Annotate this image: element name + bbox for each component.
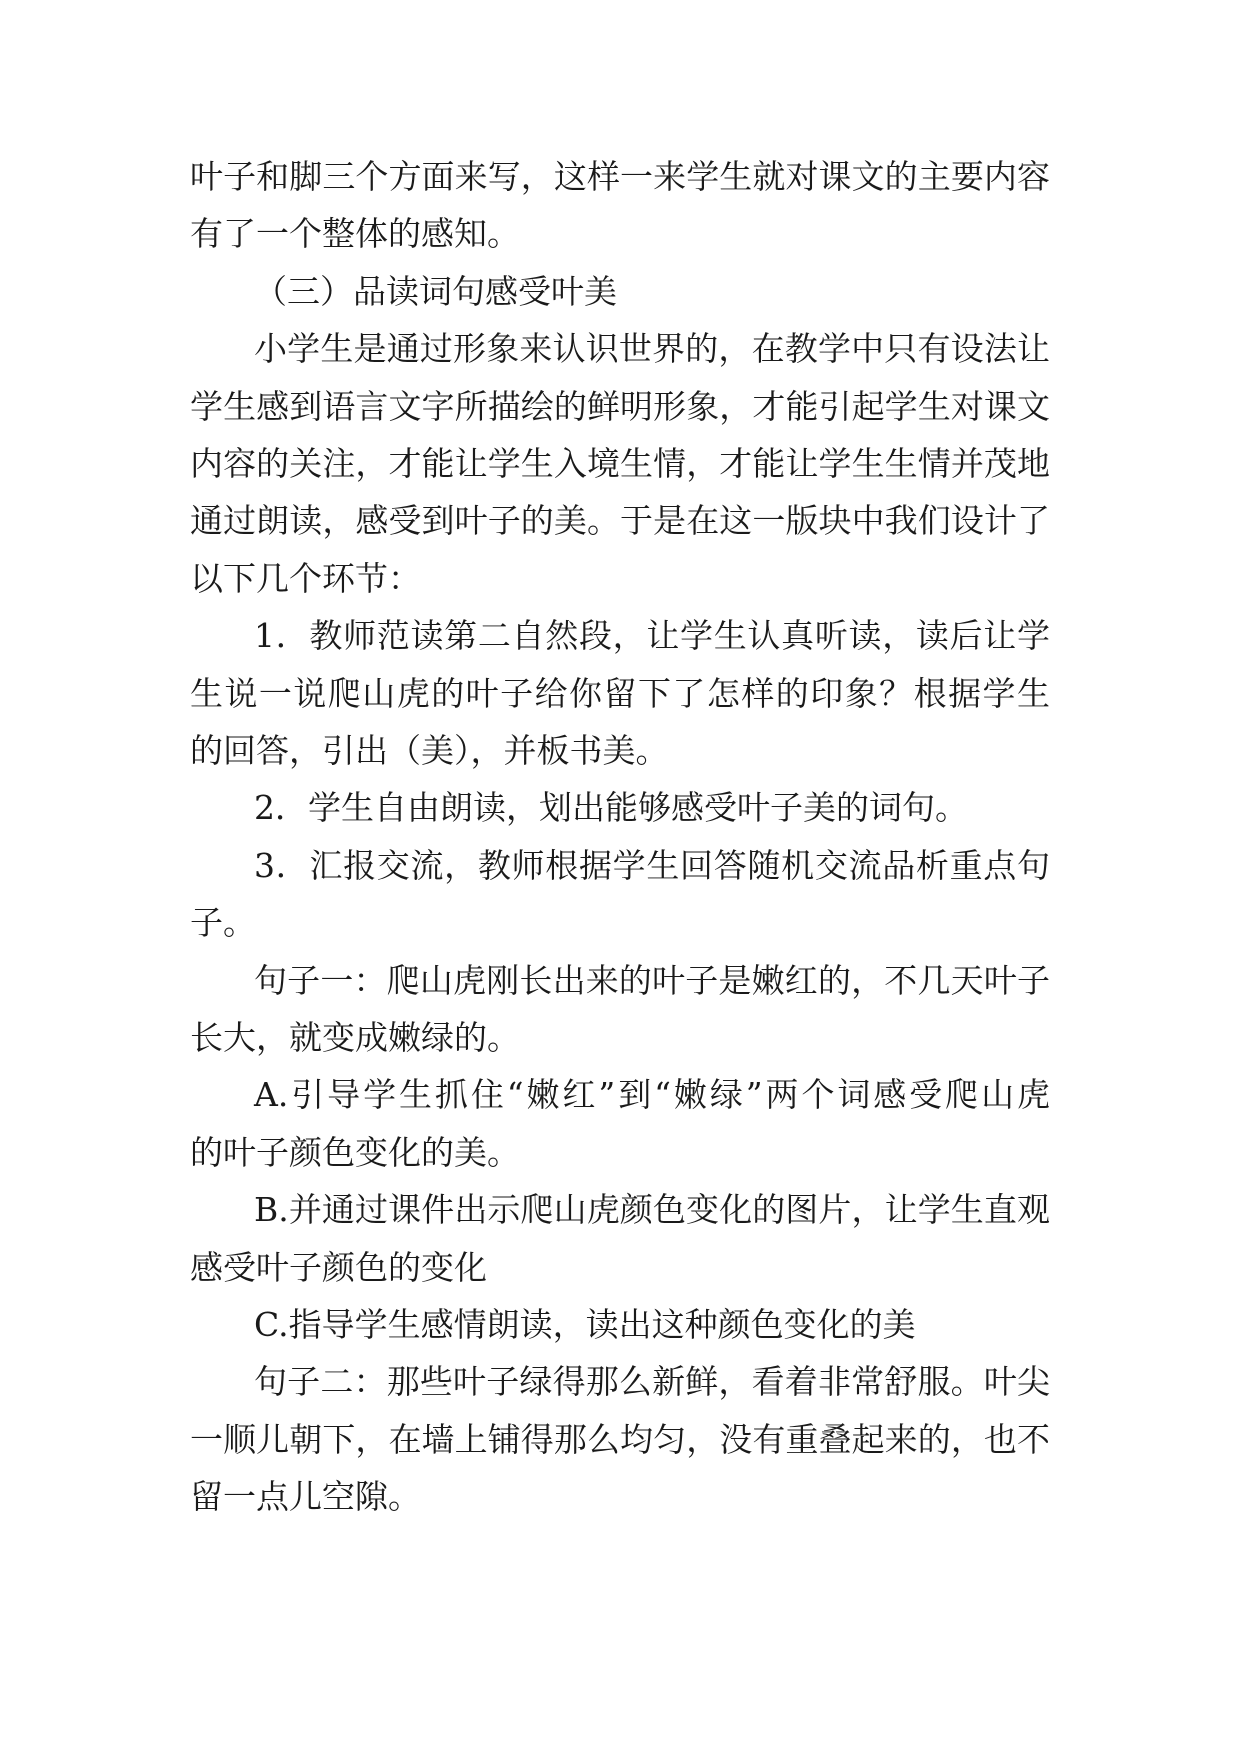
text-line: A.引导学生抓住“嫩红”到“嫩绿”两个词感受爬山虎 — [254, 1075, 1050, 1115]
text-line: C.指导学生感情朗读，读出这种颜色变化的美 — [254, 1305, 916, 1344]
text-line: 有了一个整体的感知。 — [190, 214, 520, 254]
text-line: 内容的关注，才能让学生入境生情，才能让学生生情并茂地 — [190, 444, 1050, 483]
text-line: 2．学生自由朗读，划出能够感受叶子美的词句。 — [254, 788, 968, 828]
text-line: 学生感到语言文字所描绘的鲜明形象，才能引起学生对课文 — [190, 386, 1050, 426]
text-line: 的回答，引出（美），并板书美。 — [190, 731, 669, 770]
text-line: 感受叶子颜色的变化 — [190, 1247, 487, 1287]
text-line: 长大，就变成嫩绿的。 — [190, 1018, 520, 1057]
text-line: （三）品读词句感受叶美 — [254, 271, 617, 311]
text-line: 以下几个环节： — [190, 558, 421, 598]
text-line: B.并通过课件出示爬山虎颜色变化的图片，让学生直观 — [254, 1190, 1050, 1230]
text-line: 的叶子颜色变化的美。 — [190, 1132, 520, 1172]
text-line: 留一点儿空隙。 — [190, 1477, 421, 1517]
text-line: 3．汇报交流，教师根据学生回答随机交流品析重点句 — [254, 845, 1050, 885]
text-line: 句子一：爬山虎刚长出来的叶子是嫩红的，不几天叶子 — [254, 960, 1050, 1000]
text-line: 生说一说爬山虎的叶子给你留下了怎样的印象？根据学生 — [190, 673, 1050, 713]
text-line: 小学生是通过形象来认识世界的，在教学中只有设法让 — [254, 329, 1050, 369]
text-line: 句子二：那些叶子绿得那么新鲜，看着非常舒服。叶尖 — [254, 1362, 1050, 1402]
text-line: 子。 — [190, 903, 256, 943]
text-line: 通过朗读，感受到叶子的美。于是在这一版块中我们设计了 — [190, 501, 1050, 541]
text-line: 1．教师范读第二自然段，让学生认真听读，读后让学 — [254, 616, 1050, 656]
text-line: 一顺儿朝下，在墙上铺得那么均匀，没有重叠起来的，也不 — [190, 1419, 1050, 1459]
text-line: 叶子和脚三个方面来写，这样一来学生就对课文的主要内容 — [190, 157, 1050, 196]
